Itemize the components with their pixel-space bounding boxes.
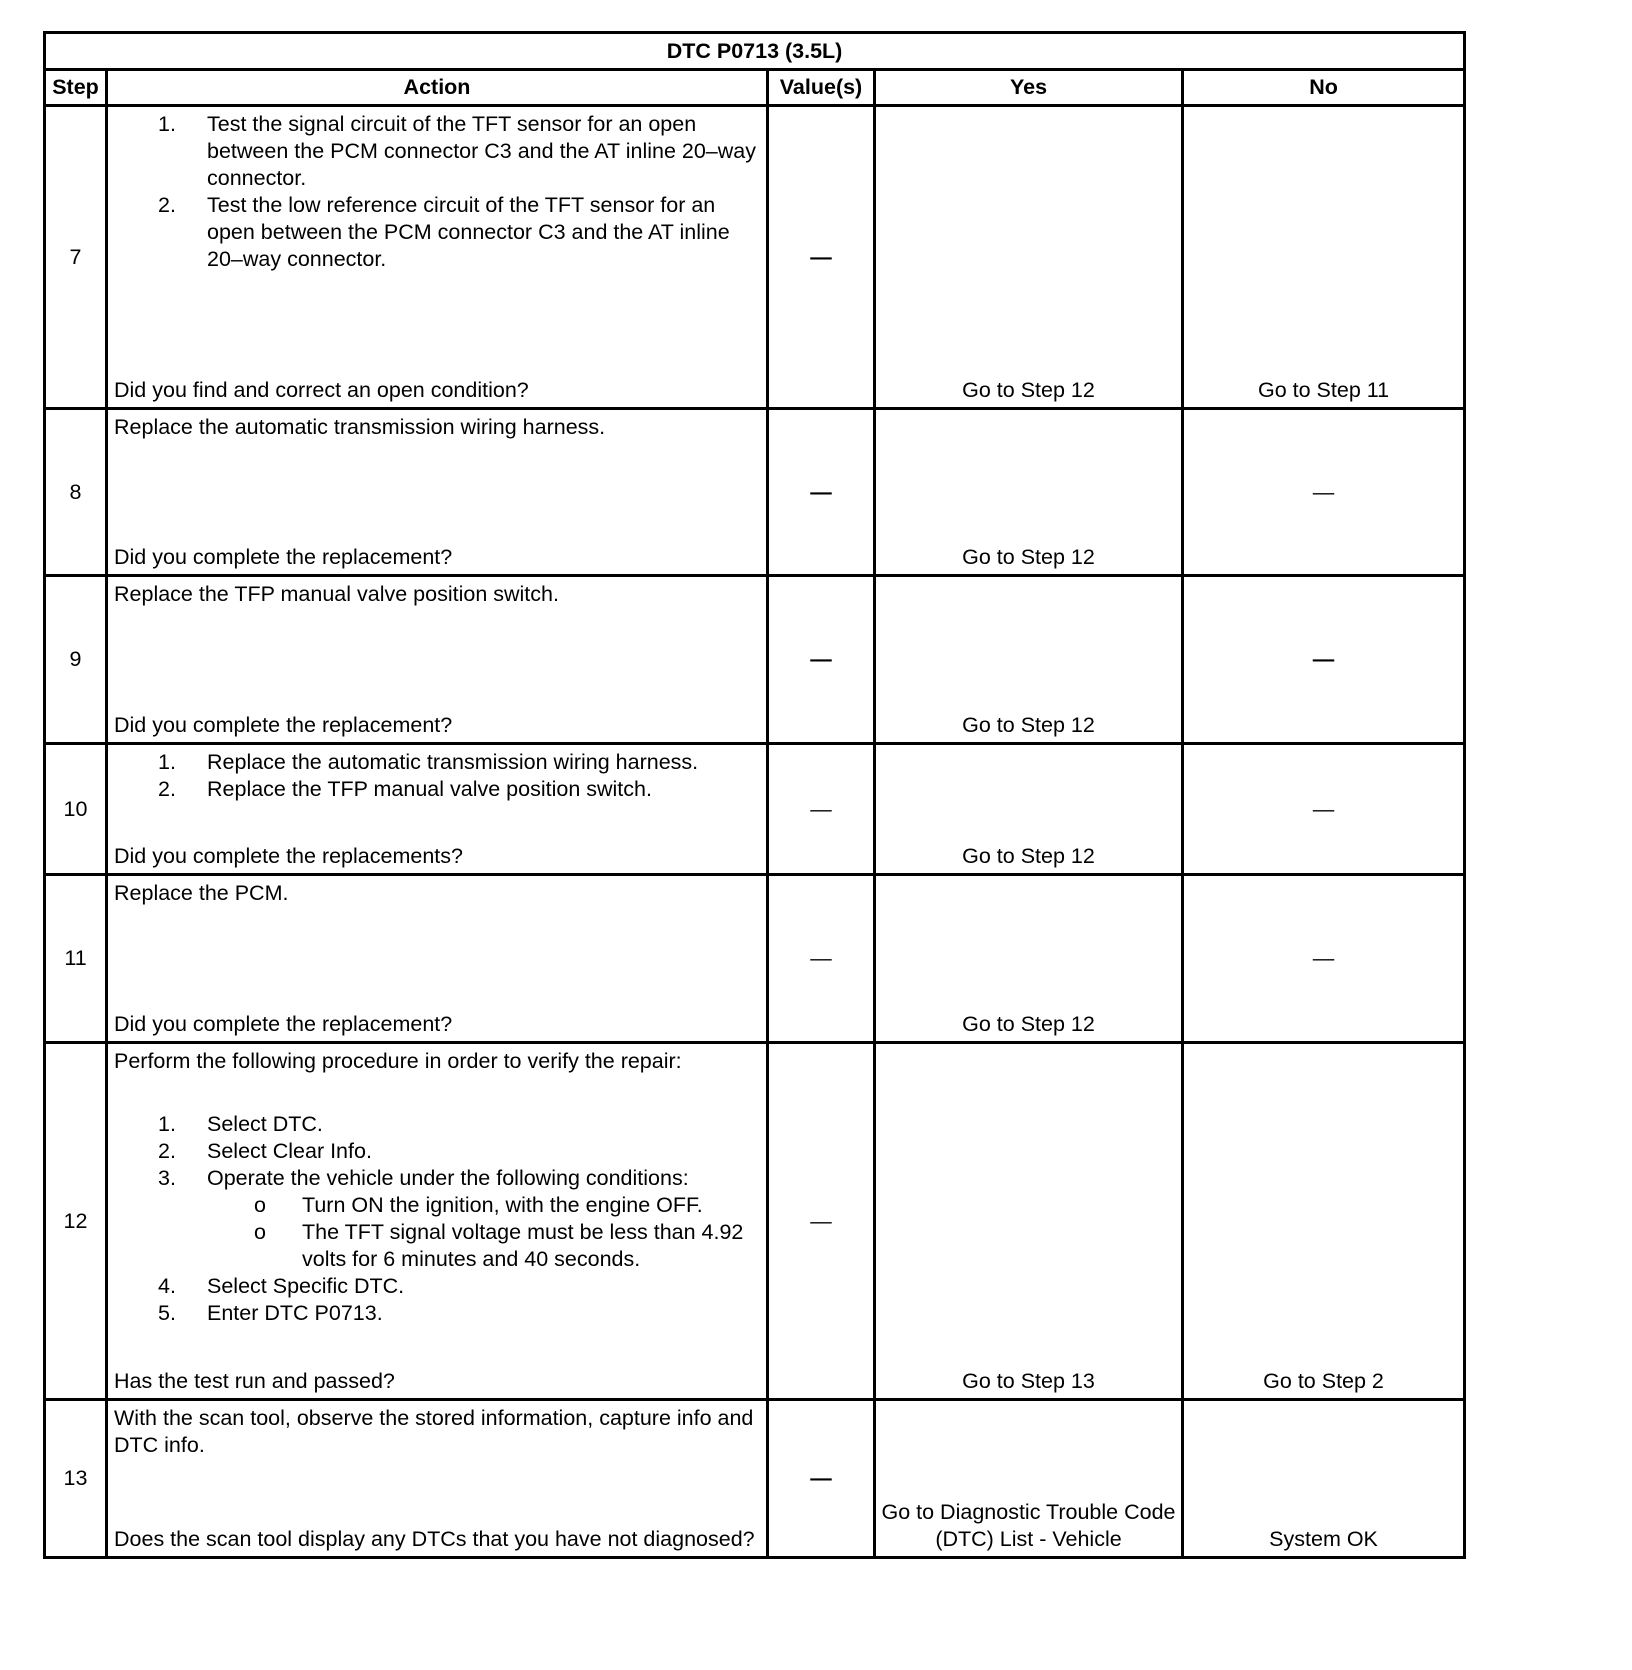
list-item: 1. Test the signal circuit of the TFT sensor for an open between the PCM connector C3 and the AT inline 20–way connector. — [158, 112, 756, 190]
header-step: Step — [45, 70, 107, 106]
value-cell: — — [768, 106, 875, 409]
value-cell: — — [768, 409, 875, 576]
list-item: 1. Select DTC. — [158, 1112, 323, 1136]
header-yes: Yes — [875, 70, 1183, 106]
value-cell: — — [768, 875, 875, 1043]
no-cell: — — [1183, 744, 1465, 875]
action-intro: Replace the PCM. — [114, 881, 289, 905]
step-number: 13 — [45, 1400, 107, 1558]
step-number: 11 — [45, 875, 107, 1043]
action-cell — [107, 1043, 768, 1400]
step-number: 8 — [45, 409, 107, 576]
action-cell — [107, 409, 768, 576]
header-values: Value(s) — [768, 70, 875, 106]
table-row — [45, 409, 1465, 576]
yes-link[interactable]: Go to Step 12 — [875, 875, 1183, 1043]
no-link[interactable]: Go to Step 2 — [1183, 1043, 1465, 1400]
list-item: 2. Replace the TFP manual valve position switch. — [158, 777, 652, 801]
yes-link[interactable]: Go to Step 12 — [875, 744, 1183, 875]
action-intro: Replace the automatic transmission wiring harness. — [114, 415, 606, 439]
action-intro: Replace the TFP manual valve position switch. — [114, 582, 559, 606]
action-list — [114, 111, 760, 273]
list-item: 3. Operate the vehicle under the following conditions: — [158, 1166, 689, 1190]
action-question: Does the scan tool display any DTCs that you have not diagnosed? — [114, 1527, 755, 1551]
sub-list-item: o The TFT signal voltage must be less than 4.92 volts for 6 minutes and 40 seconds. — [254, 1220, 744, 1271]
list-item: 5. Enter DTC P0713. — [158, 1301, 383, 1325]
sub-list-item: o Turn ON the ignition, with the engine OFF. — [254, 1193, 703, 1217]
header-action: Action — [107, 70, 768, 106]
action-question: Did you complete the replacement? — [114, 713, 453, 737]
table-row — [45, 875, 1465, 1043]
table-row — [45, 576, 1465, 744]
action-list — [114, 749, 760, 803]
table-title: DTC P0713 (3.5L) — [45, 33, 1465, 70]
table-row — [45, 1400, 1465, 1558]
action-intro: Perform the following procedure in order to verify the repair: — [114, 1049, 682, 1073]
action-question: Did you complete the replacement? — [114, 545, 453, 569]
action-cell — [107, 106, 768, 409]
action-list — [114, 1111, 760, 1327]
action-question: Did you complete the replacement? — [114, 1012, 453, 1036]
header-no: No — [1183, 70, 1465, 106]
no-cell: — — [1183, 875, 1465, 1043]
value-cell: — — [768, 744, 875, 875]
table-row — [45, 106, 1465, 409]
yes-link[interactable]: Go to Diagnostic Trouble Code (DTC) List - Vehicle — [875, 1400, 1183, 1558]
list-item: 4. Select Specific DTC. — [158, 1274, 405, 1298]
yes-link[interactable]: Go to Step 12 — [875, 409, 1183, 576]
value-cell: — — [768, 1043, 875, 1400]
no-link[interactable]: System OK — [1183, 1400, 1465, 1558]
step-number: 9 — [45, 576, 107, 744]
no-cell: — — [1183, 409, 1465, 576]
step-number: 7 — [45, 106, 107, 409]
action-question: Did you complete the replacements? — [114, 844, 463, 868]
list-item: 1. Replace the automatic transmission wiring harness. — [158, 750, 699, 774]
no-link[interactable]: Go to Step 11 — [1183, 106, 1465, 409]
step-number: 10 — [45, 744, 107, 875]
value-cell: — — [768, 1400, 875, 1558]
action-intro: With the scan tool, observe the stored information, capture info and DTC info. — [114, 1406, 754, 1457]
action-cell — [107, 744, 768, 875]
step-number: 12 — [45, 1043, 107, 1400]
table-row — [45, 744, 1465, 875]
dtc-table — [43, 31, 1466, 1559]
table-row — [45, 1043, 1465, 1400]
action-question: Has the test run and passed? — [114, 1369, 395, 1393]
yes-link[interactable]: Go to Step 13 — [875, 1043, 1183, 1400]
list-item: 2. Select Clear Info. — [158, 1139, 372, 1163]
yes-link[interactable]: Go to Step 12 — [875, 106, 1183, 409]
action-cell — [107, 875, 768, 1043]
no-cell: — — [1183, 576, 1465, 744]
yes-link[interactable]: Go to Step 12 — [875, 576, 1183, 744]
action-cell — [107, 1400, 768, 1558]
value-cell: — — [768, 576, 875, 744]
list-item: 2. Test the low reference circuit of the TFT sensor for an open between the PCM connector C3 and the AT inline 20–way connector. — [158, 193, 730, 271]
action-question: Did you find and correct an open condition? — [114, 378, 529, 402]
action-cell — [107, 576, 768, 744]
